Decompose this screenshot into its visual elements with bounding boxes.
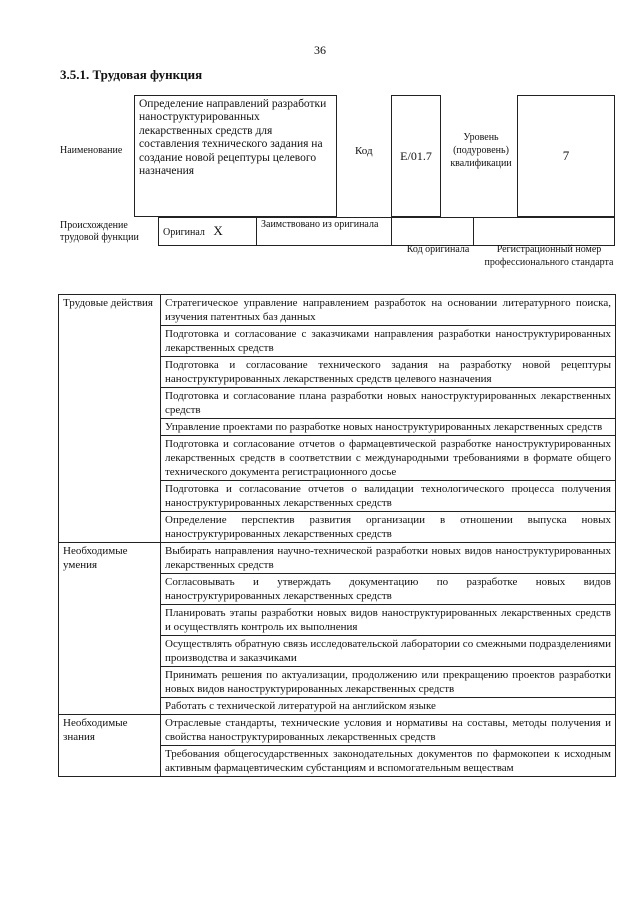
reg-number-caption: Регистрационный номер профессионального стандарта <box>484 244 614 268</box>
section-item: Подготовка и согласование с заказчиками направления разработки наноструктурированных лекарственных средств <box>161 326 616 357</box>
section-item: Отраслевые стандарты, технические условия и нормативы на составы, методы получения и свойства наноструктурированных лекарственных средств <box>161 715 616 746</box>
section-item: Подготовка и согласование отчетов о валидации технологического процесса получения наноструктурированных лекарственных средств <box>161 481 616 512</box>
origin-table <box>158 217 615 246</box>
origin-reg-number-cell <box>474 218 615 246</box>
name-label: Наименование <box>60 145 123 156</box>
level-value-box <box>517 95 615 217</box>
section-item: Осуществлять обратную связь исследовательской лаборатории со смежными подразделениями производства и заказчиками <box>161 636 616 667</box>
original-mark: X <box>213 223 223 238</box>
section-item: Определение перспектив развития организации в отношении выпуска новых наноструктурированных лекарственных средств <box>161 512 616 543</box>
origin-borrowed-cell <box>257 218 392 246</box>
section-item: Работать с технической литературой на английском языке <box>161 698 616 715</box>
original-label: Оригинал <box>163 227 205 238</box>
section-item: Подготовка и согласование плана разработки новых наноструктурированных лекарственных средств <box>161 388 616 419</box>
section-title-cell: Необходимые знания <box>59 715 161 777</box>
origin-original-cell <box>159 218 257 246</box>
function-name-box: Определение направлений разработки наноструктурированных лекарственных средств для составления технического задания на создание новой рецептуры целевого назначения <box>134 95 337 217</box>
page-number: 36 <box>314 43 326 57</box>
origin-code-cell <box>392 218 474 246</box>
section-title-cell: Необходимые умения <box>59 543 161 715</box>
code-label: Код <box>355 145 373 157</box>
section-item: Планировать этапы разработки новых видов наноструктурированных лекарственных средств и осуществлять контроль их выполнения <box>161 605 616 636</box>
section-item: Стратегическое управление направлением разработок на основании литературного поиска, изучения патентных баз данных <box>161 295 616 326</box>
level-label: Уровень (подуровень) квалификации <box>450 132 512 169</box>
code-value-box <box>391 95 441 217</box>
origin-label: Происхождение трудовой функции <box>60 220 139 243</box>
code-value: E/01.7 <box>400 148 432 163</box>
section-title: 3.5.1. Трудовая функция <box>60 67 203 82</box>
section-title-cell: Трудовые действия <box>59 295 161 543</box>
table-row <box>59 543 616 574</box>
section-item: Требования общегосударственных законодательных документов по фармокопеи к исходным активным фармацевтическим субстанциям и вспомогательным веществам <box>161 746 616 777</box>
section-item: Принимать решения по актуализации, продолжению или прекращению проектов разработки новых видов наноструктурированных лекарственных средств <box>161 667 616 698</box>
table-row <box>59 295 616 326</box>
level-value: 7 <box>562 148 570 163</box>
main-table <box>58 294 616 777</box>
section-item: Управление проектами по разработке новых наноструктурированных лекарственных средств <box>161 419 616 436</box>
section-item: Подготовка и согласование отчетов о фармацевтической разработке наноструктурированных лекарственных средств в соответствии с международными требованиями в формате общего технического документа регистрационного досье <box>161 436 616 481</box>
table-row <box>59 715 616 746</box>
section-item: Выбирать направления научно-технической разработки новых видов наноструктурированных лекарственных средств <box>161 543 616 574</box>
section-item: Подготовка и согласование технического задания на разработку новой рецептуры наноструктурированных лекарственных средств целевого назначения <box>161 357 616 388</box>
main-table-body <box>59 295 616 777</box>
section-item: Согласовывать и утверждать документацию по разработке новых видов наноструктурированных лекарственных средств <box>161 574 616 605</box>
code-original-caption: Код оригинала <box>406 244 470 255</box>
borrowed-label: Заимствовано из оригинала <box>261 219 379 230</box>
